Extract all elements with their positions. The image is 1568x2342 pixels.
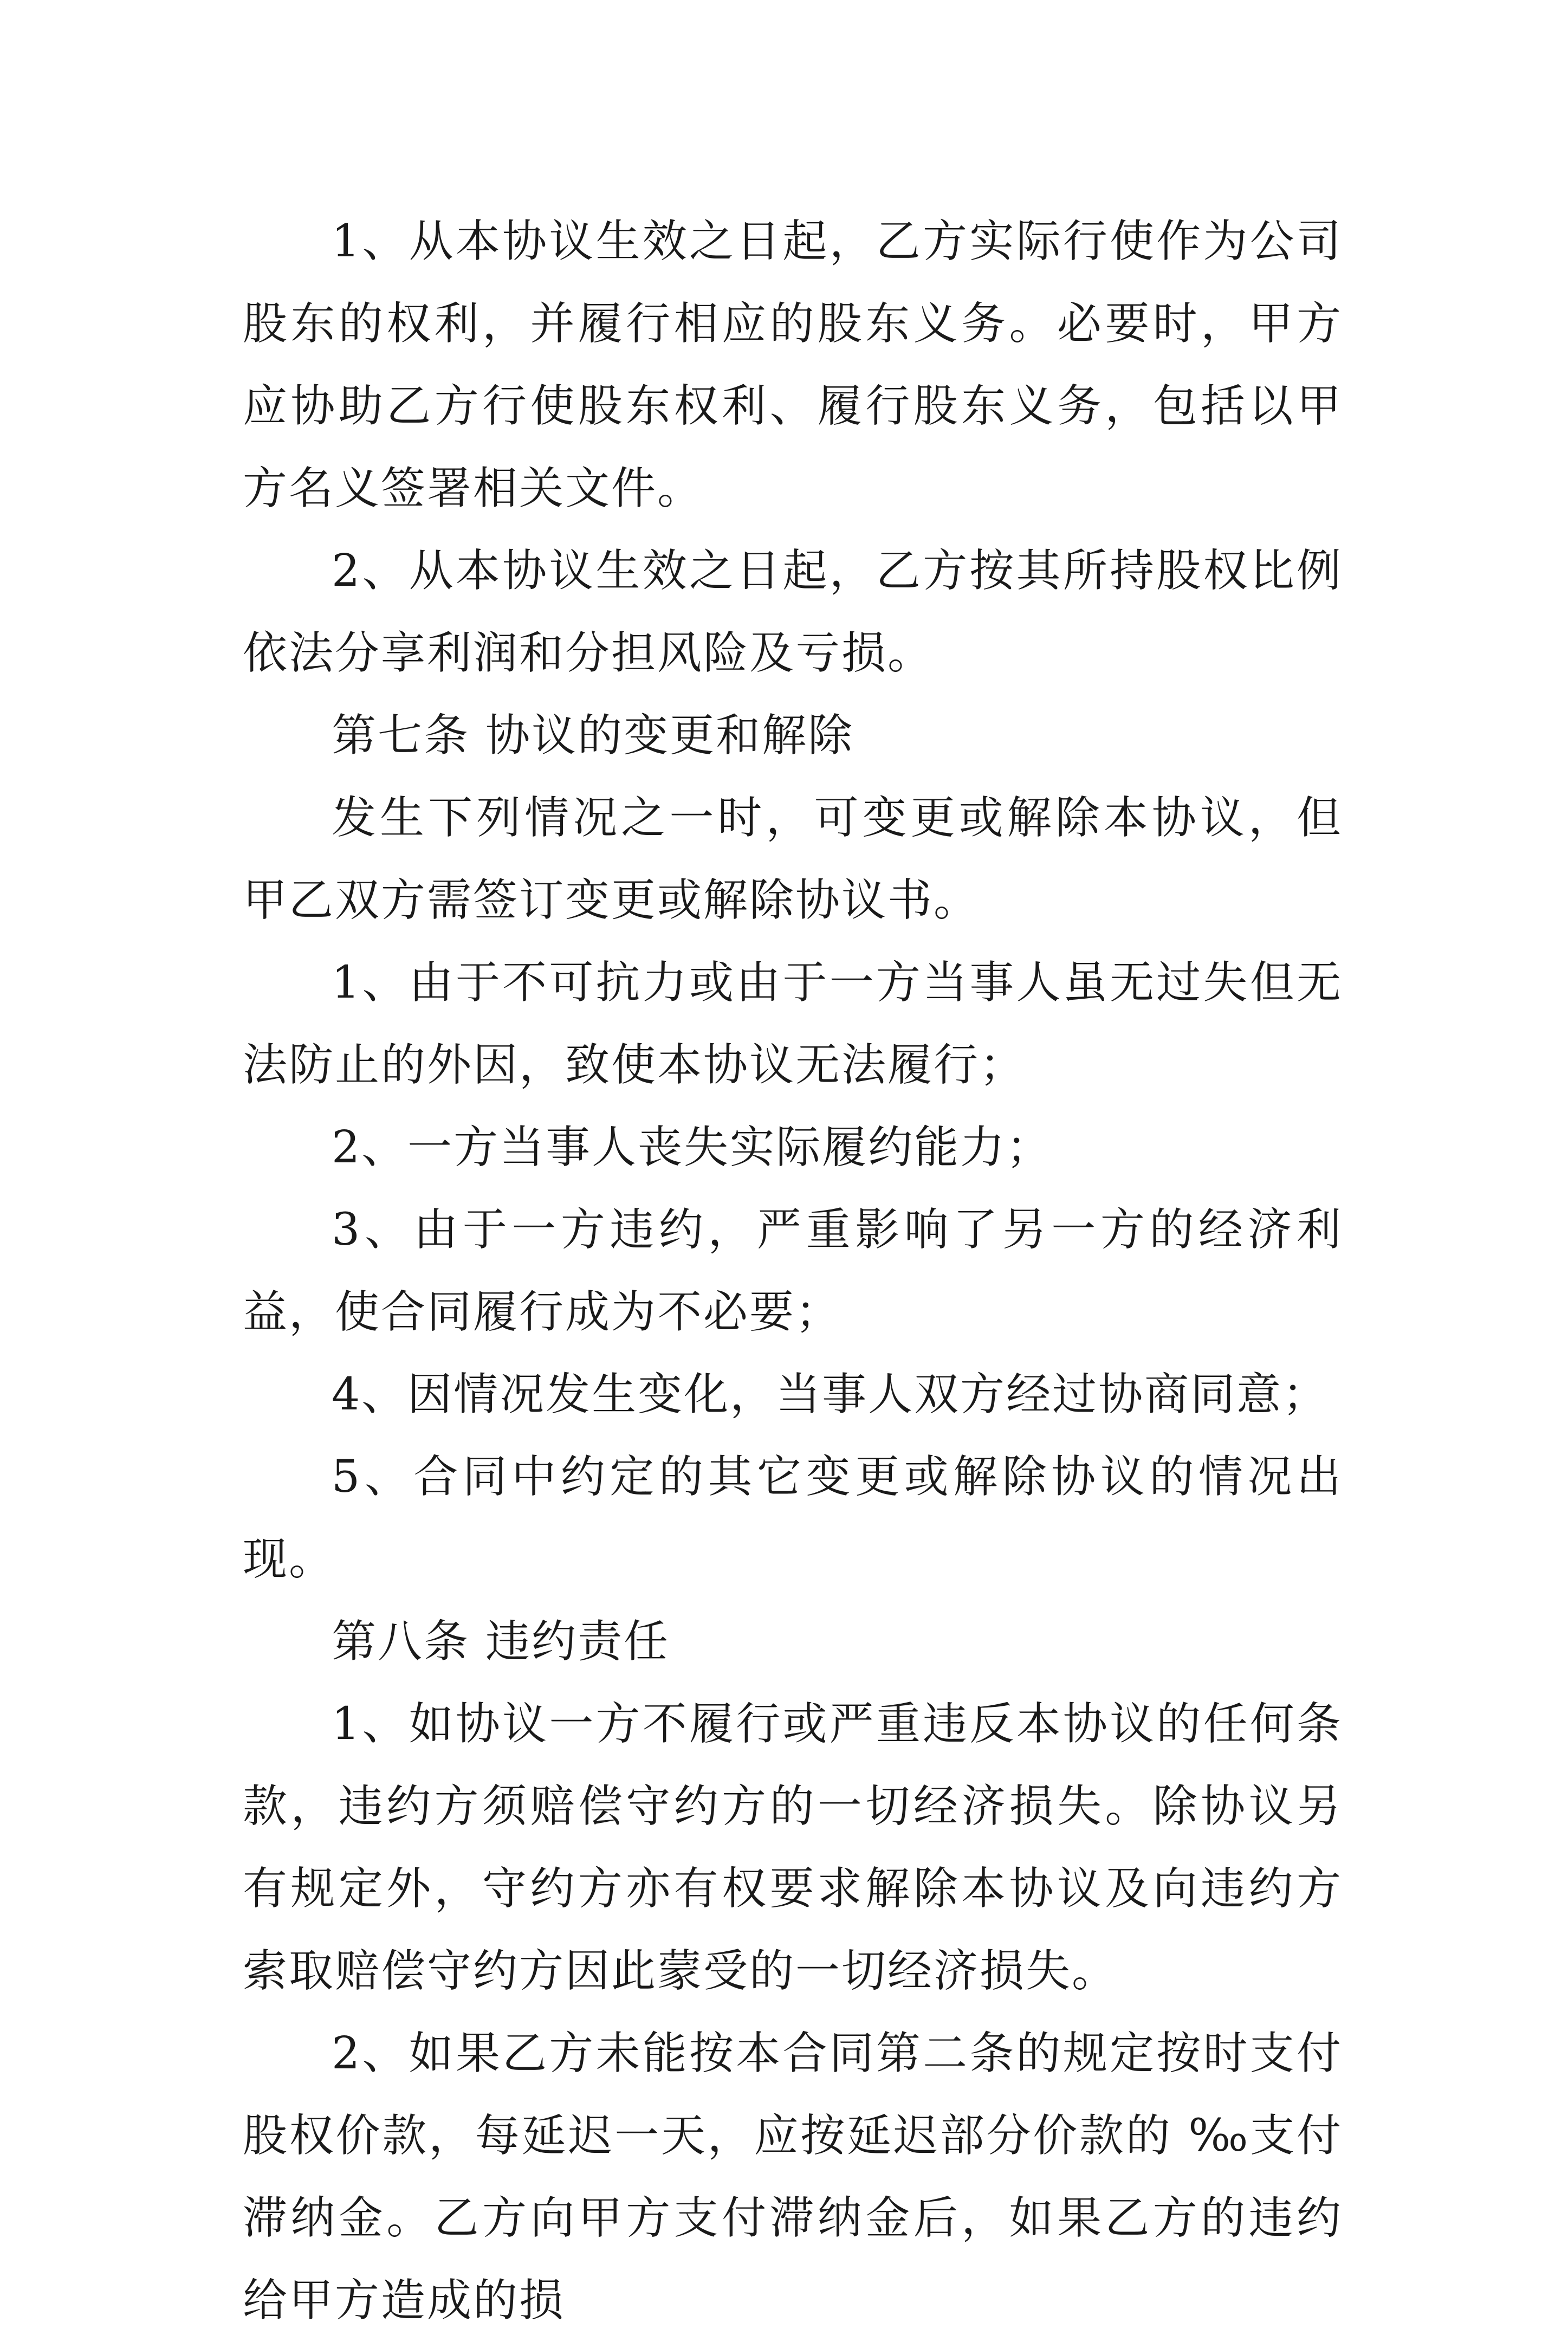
paragraph-clause-7-3: 3、由于一方违约，严重影响了另一方的经济利益，使合同履行成为不必要；: [243, 1204, 1343, 1338]
document-body: [243, 200, 1343, 2342]
paragraph-clause-8-2: 2、如果乙方未能按本合同第二条的规定按时支付股权价款，每延迟一天，应按延迟部分价款的 ‰支付滞纳金。乙方向甲方支付滞纳金后，如果乙方的违约给甲方造成的损: [243, 2028, 1343, 2326]
paragraph-article-7-intro: 发生下列情况之一时，可变更或解除本协议，但甲乙双方需签订变更或解除协议书。: [243, 792, 1343, 926]
paragraph-clause-7-5: 5、合同中约定的其它变更或解除协议的情况出现。: [243, 1451, 1343, 1585]
paragraph-clause-7-4: 4、因情况发生变化，当事人双方经过协商同意；: [332, 1369, 1329, 1420]
paragraph-clause-7-2: 2、一方当事人丧失实际履约能力；: [332, 1122, 1053, 1173]
paragraph-clause-8-1: 1、如协议一方不履行或严重违反本协议的任何条款，违约方须赔偿守约方的一切经济损失。除协议另有规定外，守约方亦有权要求解除本协议及向违约方索取赔偿守约方因此蒙受的一切经济损失。: [243, 1698, 1343, 1997]
paragraph-clause-6-2: 2、从本协议生效之日起，乙方按其所持股权比例依法分享利润和分担风险及亏损。: [243, 545, 1343, 679]
heading-article-8: 第八条 违约责任: [332, 1616, 670, 1667]
paragraph-clause-6-1: 1、从本协议生效之日起，乙方实际行使作为公司股东的权利，并履行相应的股东义务。必要时，甲方应协助乙方行使股东权利、履行股东义务，包括以甲方名义签署相关文件。: [243, 216, 1343, 514]
paragraph-clause-7-1: 1、由于不可抗力或由于一方当事人虽无过失但无法防止的外因，致使本协议无法履行；: [243, 957, 1343, 1091]
heading-article-7: 第七条 协议的变更和解除: [332, 710, 854, 761]
